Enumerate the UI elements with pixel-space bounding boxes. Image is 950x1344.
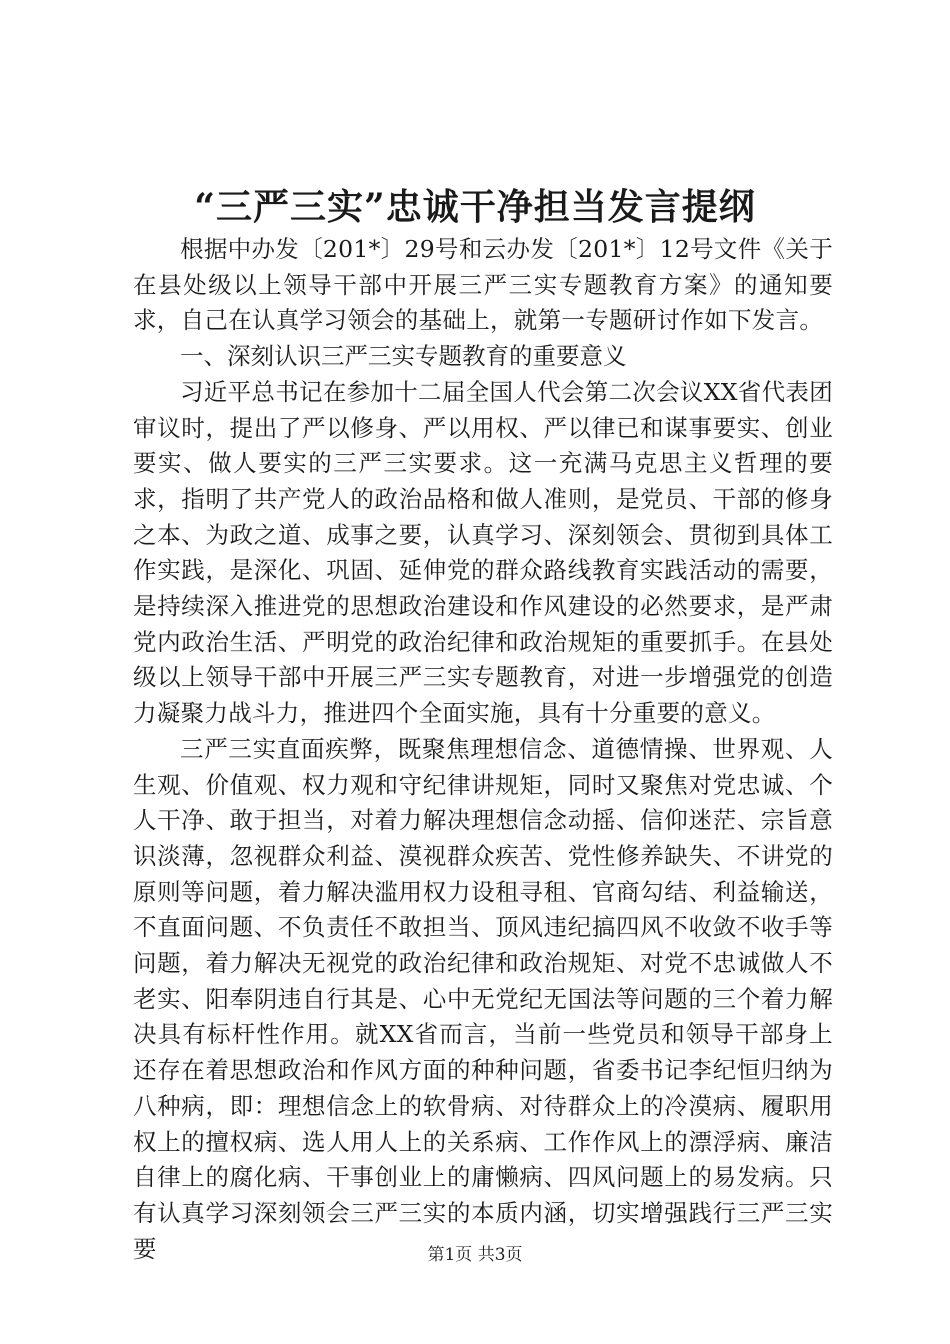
paragraph-problems: 三严三实直面疾弊，既聚焦理想信念、道德情操、世界观、人生观、价值观、权力观和守纪律讲规矩，同时又聚焦对党忠诚、个人干净、敢于担当，对着力解决理想信念动摇、信仰迷茫、宗旨意识淡薄，忽视群众利益、漠视群众疾苦、党性修养缺失、不讲党的原则等问题，着力解决滥用权力设租寻租、官商勾结、利益输送，不直面问题、不负责任不敢担当、顶风违纪搞四风不收敛不收手等问题，着力解决无视党的政治纪律和政治规矩、对党不忠诚做人不老实、阳奉阴违自行其是、心中无党纪无国法等问题的三个着力解决具有标杆性作用。就XX省而言，当前一些党员和领导干部身上还存在着思想政治和作风方面的种种问题，省委书记李纪恒归纳为八种病，即：理想信念上的软骨病、对待群众上的冷漠病、履职用权上的擅权病、选人用人上的关系病、工作作风上的漂浮病、廉洁自律上的腐化病、干事创业上的庸懒病、四风问题上的易发病。只有认真学习深刻领会三严三实的本质内涵，切实增强践行三严三实要 [133,734,833,1263]
document-title: “三严三实”忠诚干净担当发言提纲 [194,186,756,228]
page-footer: 第1页 共3页 [427,1245,523,1265]
section-heading-1: 一、深刻认识三严三实专题教育的重要意义 [180,342,627,371]
paragraph-significance: 习近平总书记在参加十二届全国人代会第二次会议XX省代表团审议时，提出了严以修身、严以用权、严以律已和谋事要实、创业要实、做人要实的三严三实要求。这一充满马克思主义哲理的要求，指明了共产党人的政治品格和做人准则，是党员、干部的修身之本、为政之道、成事之要，认真学习、深刻领会、贯彻到具体工作实践，是深化、巩固、延伸党的群众路线教育实践活动的需要，是持续深入推进党的思想政治建设和作风建设的必然要求，是严肃党内政治生活、严明党的政治纪律和政治规矩的重要抓手。在县处级以上领导干部中开展三严三实专题教育，对进一步增强党的创造力凝聚力战斗力，推进四个全面实施，具有十分重要的意义。 [133,377,833,728]
document-body [133,232,833,1267]
paragraph-intro: 根据中办发〔201*〕29号和云办发〔201*〕12号文件《关于在县处级以上领导干部中开展三严三实专题教育方案》的通知要求，自己在认真学习领会的基础上，就第一专题研讨作如下发言。 [133,235,833,335]
